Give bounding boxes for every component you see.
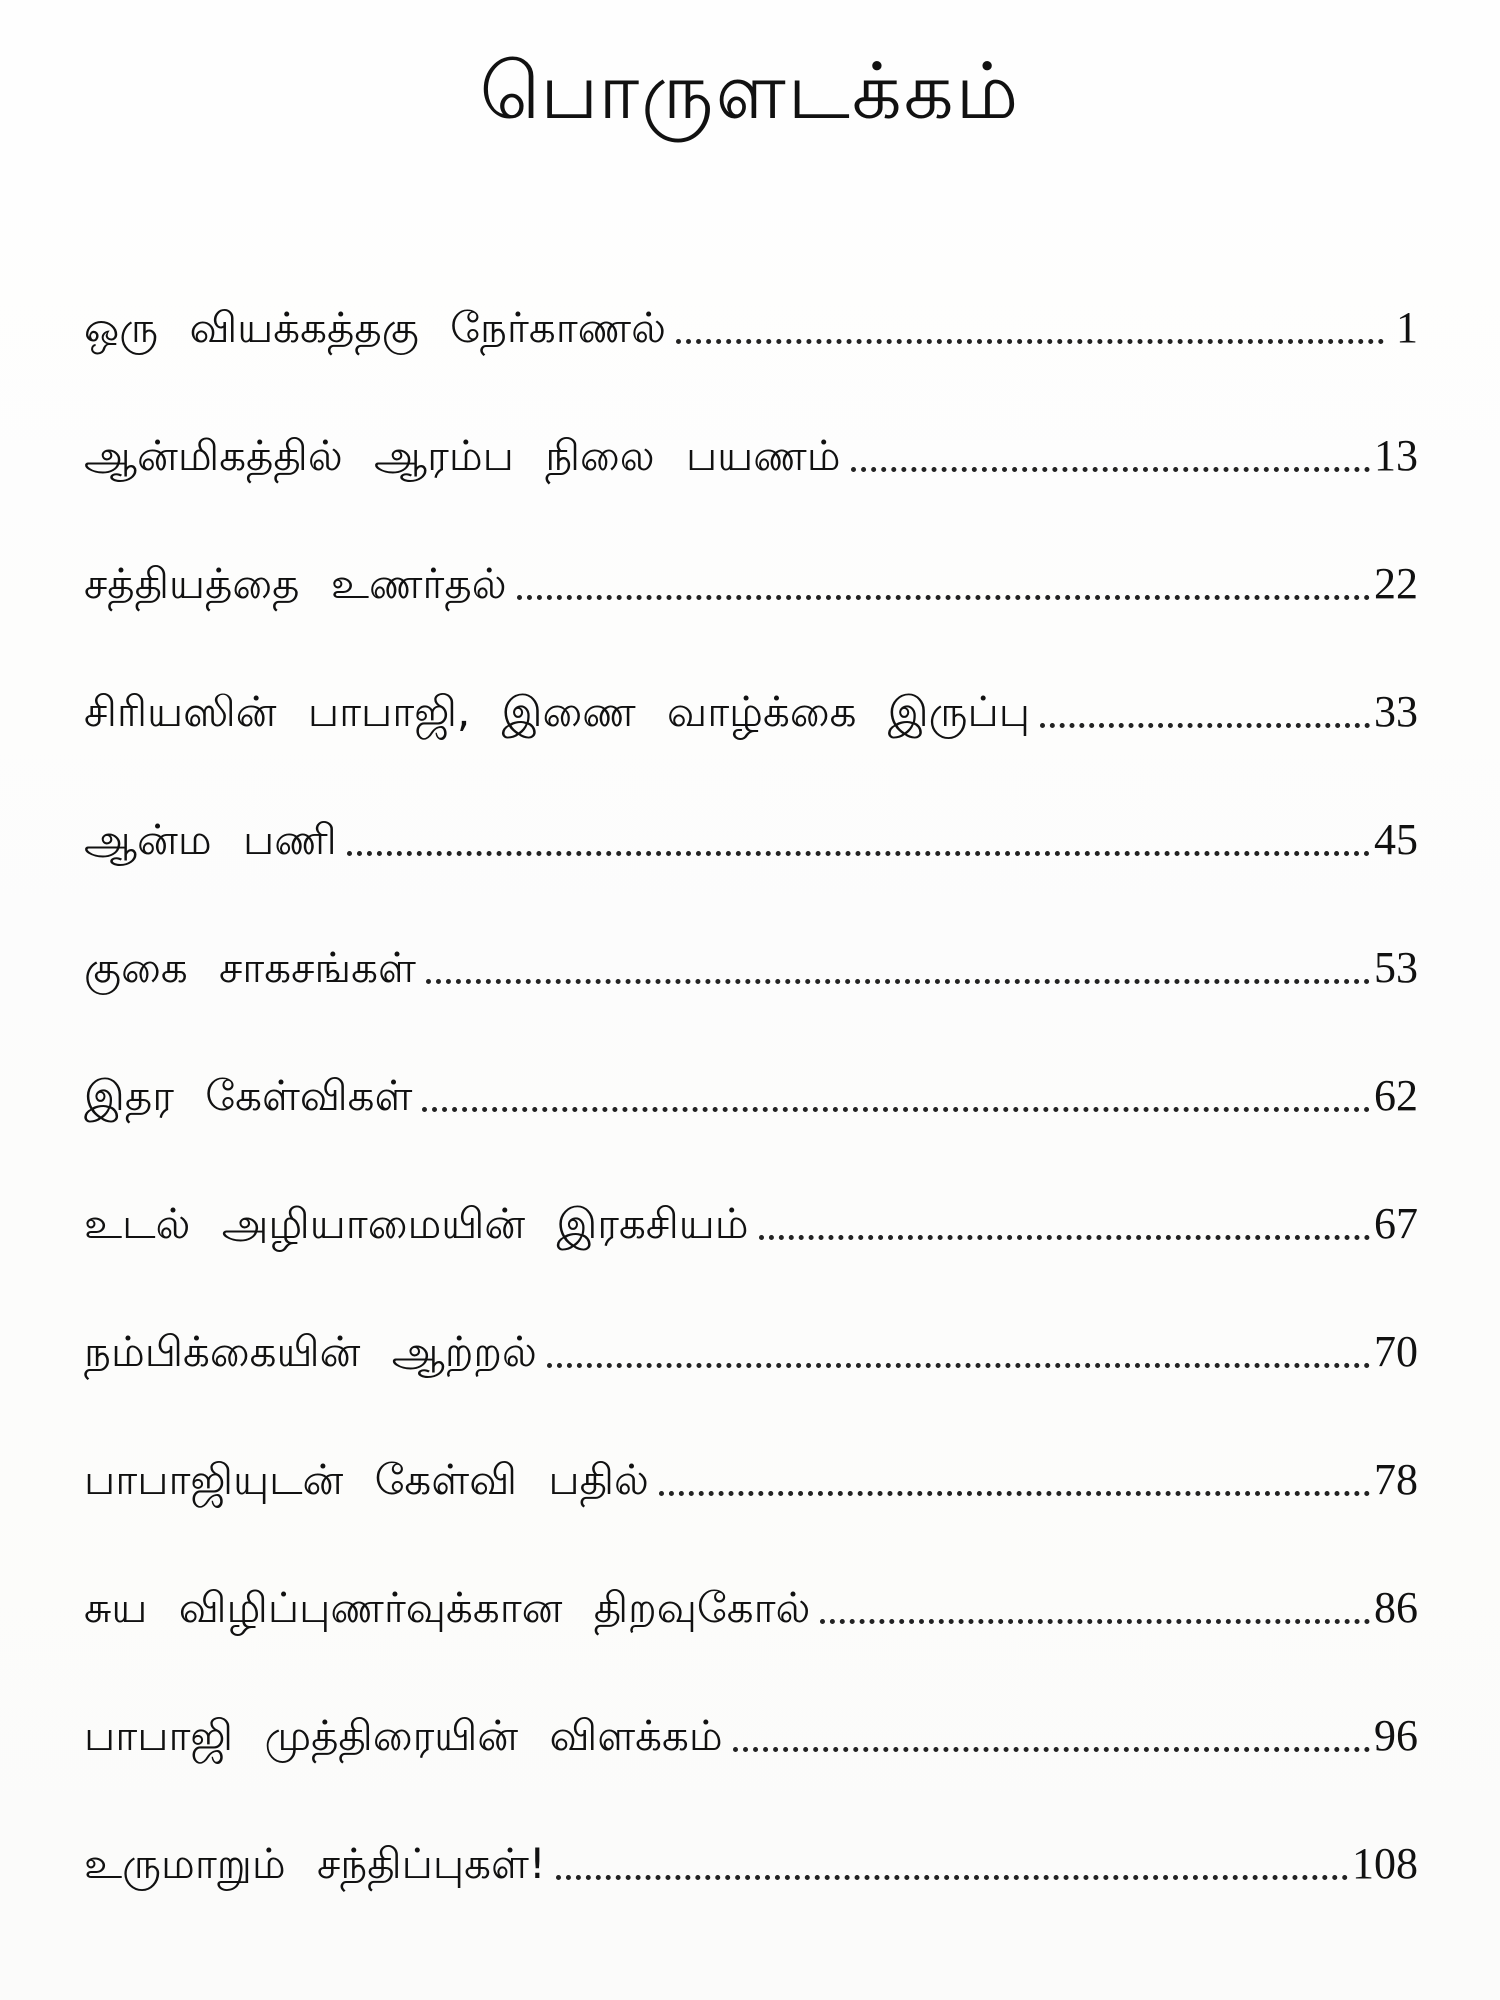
toc-entry-page: 33 <box>1374 687 1418 736</box>
toc-entry <box>84 1126 1418 1254</box>
dot-leader <box>759 1235 1370 1240</box>
toc-entry-page: 62 <box>1374 1071 1418 1120</box>
dot-leader <box>547 1363 1370 1368</box>
toc-entry <box>84 486 1418 614</box>
toc-entry-page: 53 <box>1374 943 1418 992</box>
dot-leader <box>851 467 1371 472</box>
dot-leader <box>426 979 1370 984</box>
page-title: பொருளடக்கம் <box>479 47 1021 137</box>
toc-entry <box>84 614 1418 742</box>
toc-entry-title: குகை சாகசங்கள் <box>84 943 416 992</box>
toc-entry-page: 70 <box>1374 1327 1418 1376</box>
toc-entry-title: சத்தியத்தை உணர்தல் <box>84 559 507 608</box>
toc-entry <box>84 1766 1418 1894</box>
toc-entry <box>84 742 1418 870</box>
toc-entry-page: 45 <box>1374 815 1418 864</box>
toc-entry-page: 1 <box>1396 303 1418 352</box>
toc-entry <box>84 870 1418 998</box>
toc-entry-title: இதர கேள்விகள் <box>84 1071 413 1120</box>
toc-entry <box>84 358 1418 486</box>
dot-leader <box>556 1875 1348 1880</box>
table-of-contents <box>84 230 1418 1894</box>
toc-entry-title: சிரியஸின் பாபாஜி, இணை வாழ்க்கை இருப்பு <box>84 687 1031 736</box>
toc-entry-page: 108 <box>1352 1839 1418 1888</box>
toc-entry <box>84 1510 1418 1638</box>
toc-entry <box>84 1254 1418 1382</box>
toc-entry <box>84 1382 1418 1510</box>
toc-entry-title: ஆன்ம பணி <box>84 815 337 864</box>
toc-entry-title: ஒரு வியக்கத்தகு நேர்காணல் <box>84 303 666 352</box>
toc-entry-page: 13 <box>1374 431 1418 480</box>
toc-entry-page: 78 <box>1374 1455 1418 1504</box>
toc-entry-title: சுய விழிப்புணர்வுக்கான திறவுகோல் <box>84 1583 811 1632</box>
toc-entry-page: 22 <box>1374 559 1418 608</box>
toc-entry-title: ஆன்மிகத்தில் ஆரம்ப நிலை பயணம் <box>84 431 841 480</box>
toc-entry <box>84 230 1418 358</box>
dot-leader <box>347 851 1370 856</box>
toc-entry <box>84 1638 1418 1766</box>
toc-entry-title: நம்பிக்கையின் ஆற்றல் <box>84 1327 537 1376</box>
toc-entry-page: 67 <box>1374 1199 1418 1248</box>
dot-leader <box>733 1747 1370 1752</box>
dot-leader <box>517 595 1370 600</box>
toc-entry <box>84 998 1418 1126</box>
toc-entry-title: உருமாறும் சந்திப்புகள்! <box>84 1839 546 1888</box>
dot-leader <box>659 1491 1370 1496</box>
toc-entry-page: 96 <box>1374 1711 1418 1760</box>
toc-entry-page: 86 <box>1374 1583 1418 1632</box>
dot-leader <box>422 1107 1370 1112</box>
toc-entry-title: உடல் அழியாமையின் இரகசியம் <box>84 1199 749 1248</box>
dot-leader <box>676 339 1384 344</box>
toc-entry-title: பாபாஜியுடன் கேள்வி பதில் <box>84 1455 649 1504</box>
dot-leader <box>820 1619 1370 1624</box>
toc-entry-title: பாபாஜி முத்திரையின் விளக்கம் <box>84 1711 723 1760</box>
dot-leader <box>1040 723 1370 728</box>
